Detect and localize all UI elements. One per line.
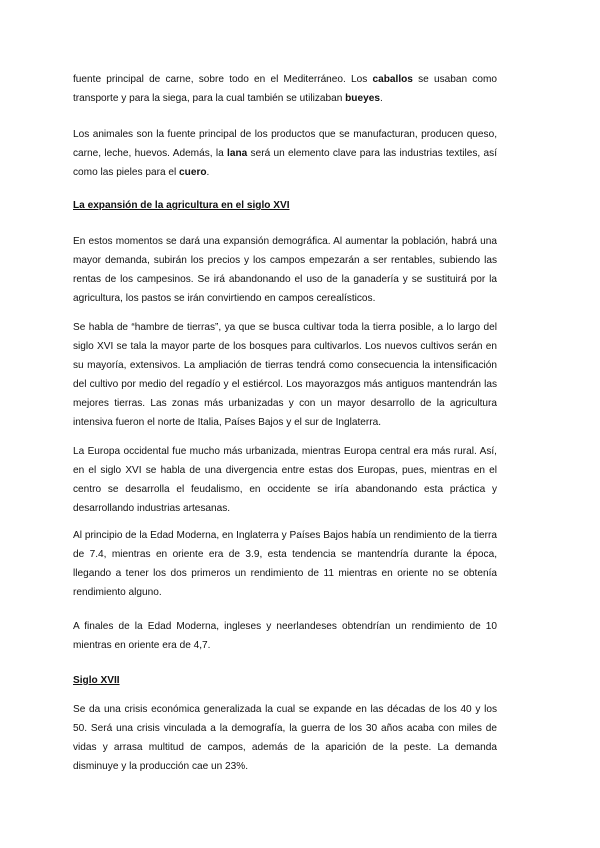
paragraph-demographic-expansion: En estos momentos se dará una expansión demográfica. Al aumentar la población, habrá una mayor demanda, subirán los precios y los campos empezarán a ser rentables, subiendo las rentas de los campesinos. Se irá abandonando el uso de la ganadería y se sustituirá por la agricultura, los pastos se irán convirtiendo en campos cerealísticos. — [73, 236, 497, 304]
section-heading-expansion: La expansión de la agricultura en el siglo XVI — [73, 200, 290, 211]
paragraph-animals-transport — [73, 70, 497, 108]
paragraph-hambre-de-tierras: Se habla de “hambre de tierras”, ya que se busca cultivar toda la tierra posible, a lo largo del siglo XVI se tala la mayor parte de los bosques para cultivarlos. Los nuevos cultivos serán en su mayoría, extensivos. La ampliación de tierras tendrá como consecuencia la intensificación del cultivo por medio del regadío y el estiércol. Los mayorazgos más antiguos mantendrán las mejores tierras. Las zonas más urbanizadas y con un mayor desarrollo de la agricultura intensiva fueron el norte de Italia, Países Bajos y el sur de Inglaterra. — [73, 322, 497, 428]
text: . — [206, 167, 210, 178]
paragraph-animal-products — [73, 125, 497, 182]
bold-term-cuero: cuero — [179, 167, 207, 178]
paragraph-europa-occidental: La Europa occidental fue mucho más urbanizada, mientras Europa central era más rural. Así, en el siglo XVI se habla de una divergencia entre estas dos Europas, pues, mientras en el centro se desarrolla el feudalismo, en occidente se iría abandonando esta práctica y desarrollando industrias artesanas. — [73, 446, 497, 514]
paragraph-rendimiento-tierra: Al principio de la Edad Moderna, en Inglaterra y Países Bajos había un rendimiento de la tierra de 7.4, mientras en oriente era de 3.9, esta tendencia se mantendría durante la época, llegando a tener los dos primeros un rendimiento de 11 mientras en oriente no se obtenía rendimiento alguno. — [73, 530, 497, 598]
text: se usaban como transporte y para la siega, para la cual también se utilizaban — [73, 74, 497, 104]
text: será un elemento clave para las industrias textiles, así como las pieles para el — [73, 148, 497, 178]
paragraph-crisis-economica: Se da una crisis económica generalizada la cual se expande en las décadas de los 40 y los 50. Será una crisis vinculada a la demografía, la guerra de los 30 años acaba con miles de vidas y arrasa multitud de campos, además de la aparición de la peste. La demanda disminuye y la producción cae un 23%. — [73, 704, 497, 772]
text: fuente principal de carne, sobre todo en el Mediterráneo. Los — [73, 74, 373, 85]
paragraph-finales-edad-moderna: A finales de la Edad Moderna, ingleses y neerlandeses obtendrían un rendimiento de 10 mientras en oriente era de 4,7. — [73, 621, 497, 651]
text: Los animales son la fuente principal de los productos que se manufacturan, producen queso, carne, leche, huevos. Además, la — [73, 129, 497, 159]
section-heading-siglo-xvii: Siglo XVII — [73, 675, 120, 686]
text: . — [379, 93, 383, 104]
bold-term-caballos: caballos — [372, 74, 413, 85]
bold-term-lana: lana — [227, 148, 248, 159]
bold-term-bueyes: bueyes — [345, 93, 380, 104]
